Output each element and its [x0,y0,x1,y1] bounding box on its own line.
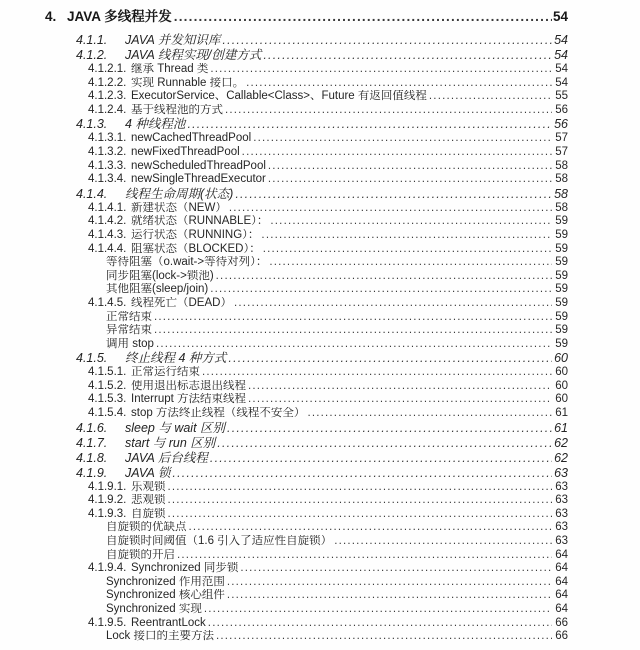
toc-entry[interactable] [45,311,568,325]
dot-leader [168,481,553,495]
toc-entry-number: 4.1.3.3. [88,159,127,172]
toc-entry[interactable] [45,173,568,187]
toc-entry-page: 56 [554,117,568,132]
dot-leader [240,562,552,576]
dot-leader [228,351,552,366]
toc-entry-number: 4.1.6. [76,420,108,435]
toc-entry-page: 57 [555,132,568,145]
dot-leader [248,380,552,394]
toc-entry-page: 59 [555,283,568,296]
toc-entry-page: 58 [554,186,568,201]
toc-entry-title: sleep 与 wait 区别 [125,420,226,435]
dot-leader [235,187,552,202]
toc-entry-title: 继承 Thread 类 [131,63,209,75]
dot-leader [156,338,552,352]
dot-leader [208,617,552,631]
dot-leader [429,90,552,104]
toc-entry-title: 正常运行结束 [131,366,200,379]
toc-entry-page: 59 [555,296,568,309]
dot-leader [225,104,552,118]
toc-entry-title: ReentrantLock [131,616,206,629]
dot-leader [268,173,552,187]
toc-entry-number: 4.1.2. [76,48,108,62]
dot-leader [154,311,552,325]
toc-entry-title: JAVA 锁 [125,465,171,480]
dot-leader [263,48,552,63]
toc-entry-page: 59 [555,256,568,269]
dot-leader [168,508,553,522]
dot-leader [246,77,552,91]
dot-leader [270,215,552,229]
toc-entry-page: 58 [555,159,568,172]
toc-entry-number: 4.1.4.3. [88,228,127,241]
toc-entry[interactable] [45,202,568,216]
toc-entry[interactable] [45,481,568,495]
toc-entry-page: 59 [555,310,568,323]
toc-entry[interactable] [45,407,568,421]
dot-leader [227,421,552,436]
toc-entry[interactable] [45,436,568,451]
toc-entry-title: ExecutorService、Callable<Class>、Future 有返回值线程 [131,90,427,103]
toc-entry-number: 4.1.9.4. [88,562,127,575]
toc-entry-title: stop 方法终止线程（线程不安全） [131,407,306,420]
toc-entry-page: 66 [555,630,568,643]
toc-entry-page: 54 [554,48,568,62]
toc-entry-page: 59 [555,337,568,350]
toc-entry[interactable] [45,521,568,535]
dot-leader [174,8,552,25]
toc-entry-title: newCachedThreadPool [131,132,252,145]
toc-entry-title: 等待阻塞（o.wait->等待对列）： [106,256,268,269]
dot-leader [307,407,552,421]
toc-entry[interactable] [45,576,568,590]
toc-entry[interactable] [45,297,568,311]
toc-entry-number: 4.1.3.4. [88,173,127,186]
toc-entry-title: 乐观锁 [131,480,166,493]
toc-entry-page: 63 [555,480,568,493]
toc-entry-title: newFixedThreadPool [131,145,240,158]
toc-entry-number: 4.1.5.3. [88,393,127,406]
toc-entry-page: 56 [555,103,568,116]
toc-entry-page: 59 [555,324,568,337]
toc-entry-page: 63 [555,535,568,548]
toc-entry[interactable] [45,338,568,352]
toc-entry-number: 4.1.8. [76,450,108,465]
toc-entry-page: 61 [555,407,568,420]
toc-entry[interactable] [45,283,568,297]
dot-leader [222,33,552,48]
dot-leader [227,589,552,603]
toc-entry-number: 4.1.5.1. [88,366,127,379]
toc-entry-title: Lock 接口的主要方法 [106,630,214,643]
dot-leader [204,603,552,617]
toc-entry[interactable] [45,494,568,508]
toc-entry-page: 55 [555,90,568,103]
toc-entry-title: JAVA 多线程并发 [67,9,172,24]
toc-entry-page: 63 [554,465,568,480]
toc-entry[interactable] [45,90,568,104]
toc-entry[interactable] [45,104,568,118]
toc-entry-title: 其他阻塞(sleep/join) [106,283,209,296]
toc-entry-number: 4.1.9.1. [88,480,127,493]
toc-entry-title: 异常结束 [106,324,152,337]
toc-entry-page: 59 [555,215,568,228]
toc-entry-page: 58 [555,201,568,214]
toc-entry[interactable] [45,215,568,229]
toc-entry-number: 4.1.7. [76,435,108,450]
toc-entry[interactable] [45,535,568,549]
dot-leader [229,202,552,216]
toc-entry[interactable] [45,366,568,380]
toc-entry-page: 63 [555,507,568,520]
toc-entry-page: 64 [555,603,568,615]
toc-entry-number: 4.1.9. [76,465,108,480]
toc-entry[interactable] [45,33,568,48]
toc-entry[interactable] [45,549,568,563]
toc-entry[interactable] [45,77,568,91]
toc-entry-title: 新建状态（NEW） [131,201,227,214]
toc-entry-title: 4 种线程池 [125,117,186,132]
toc-entry-page: 57 [555,145,568,158]
toc-entry-title: 线程死亡（DEAD） [131,296,232,309]
toc-entry-title: JAVA 后台线程 [125,450,208,465]
toc-entry[interactable] [45,8,568,25]
toc-entry-number: 4.1.5.4. [88,407,127,420]
dot-leader [248,393,552,407]
dot-leader [189,521,553,535]
toc-entry-number: 4.1.2.2. [88,76,127,89]
toc-entry[interactable] [45,508,568,522]
toc-entry-number: 4. [45,9,57,24]
dot-leader [334,535,552,549]
toc-entry-title: 阻塞状态（BLOCKED）： [131,242,261,255]
toc-entry-number: 4.1.3.1. [88,132,127,145]
toc-entry-title: 调用 stop [106,337,154,350]
toc-entry-title: 基于线程池的方式 [131,103,223,116]
dot-leader [242,146,552,160]
toc-entry-number: 4.1.9.5. [88,616,127,629]
toc-entry-number: 4.1.9.3. [88,507,127,520]
toc-entry-title: JAVA 线程实现/创建方式 [125,48,262,62]
toc-entry-title: Synchronized 实现 [106,603,202,615]
toc-entry-number: 4.1.4.4. [88,242,127,255]
toc-entry-title: newScheduledThreadPool [131,159,266,172]
toc-entry-title: 使用退出标志退出线程 [131,379,246,392]
toc-entry-title: 终止线程 4 种方式 [125,351,227,366]
toc-entry[interactable] [45,160,568,174]
toc-entry-number: 4.1.4.1. [88,201,127,214]
dot-leader [216,270,552,284]
toc-entry-page: 54 [555,63,568,75]
toc-entry-title: 正常结束 [106,310,152,323]
toc-entry[interactable] [45,589,568,603]
toc-entry[interactable] [45,603,568,617]
toc-entry-title: JAVA 并发知识库 [125,33,221,47]
toc-entry[interactable] [45,351,568,366]
toc-entry-page: 64 [555,575,568,588]
toc-entry[interactable] [45,380,568,394]
toc-entry[interactable] [45,562,568,576]
dot-leader [227,576,552,590]
toc-entry-page: 64 [555,562,568,575]
toc-entry-page: 58 [555,173,568,186]
dot-leader [261,229,552,243]
dot-leader [210,63,552,77]
toc-entry[interactable] [45,187,568,202]
toc-entry-title: 实现 Runnable 接口。 [131,76,245,89]
toc-entry-page: 62 [554,450,568,465]
toc-entry-number: 4.1.4.2. [88,215,127,228]
toc-entry-number: 4.1.2.1. [88,63,127,75]
dot-leader [210,283,552,297]
toc-entry[interactable] [45,146,568,160]
toc-entry-number: 4.1.3. [76,117,108,132]
toc-entry-title: Synchronized 作用范围 [106,575,225,588]
dot-leader [187,117,552,132]
toc-entry-page: 60 [555,393,568,406]
dot-leader [154,324,552,338]
dot-leader [172,466,552,481]
toc-entry-page: 61 [554,420,568,435]
toc-entry-number: 4.1.5. [76,351,108,366]
toc-entry[interactable] [45,466,568,481]
toc-entry[interactable] [45,229,568,243]
toc-entry-number: 4.1.1. [76,33,108,47]
toc-entry-number: 4.1.5.2. [88,379,127,392]
toc-entry-title: 自旋锁的优缺点 [106,521,187,534]
toc-entry-page: 60 [555,366,568,379]
toc-entry[interactable] [45,117,568,132]
toc-entry-title: 自旋锁时间阈值（1.6 引入了适应性自旋锁） [106,535,333,548]
toc-entry-page: 54 [552,9,568,24]
toc-entry-number: 4.1.4.5. [88,296,127,309]
toc-entry-page: 64 [555,548,568,561]
toc-entry-title: 线程生命周期(状态) [125,186,234,201]
toc-entry-number: 4.1.2.3. [88,90,127,103]
toc-entry[interactable] [45,451,568,466]
toc-entry[interactable] [45,256,568,270]
toc-entry-page: 54 [555,76,568,89]
dot-leader [217,436,552,451]
toc-entry-page: 60 [554,351,568,366]
toc-entry-title: 同步阻塞(lock->锁池) [106,269,214,282]
dot-leader [216,630,552,644]
dot-leader [177,549,552,563]
dot-leader [202,366,552,380]
toc-entry-page: 62 [554,435,568,450]
toc-entry-title: Synchronized 同步锁 [131,562,239,575]
toc-entry[interactable] [45,324,568,338]
toc-entry-title: start 与 run 区别 [125,435,216,450]
dot-leader [234,297,552,311]
toc-entry-number: 4.1.4. [76,186,108,201]
toc-entry-page: 59 [555,242,568,255]
toc-entry-title: 悲观锁 [131,494,166,507]
toc-entry[interactable] [45,630,568,644]
dot-leader [210,451,552,466]
toc-entry-page: 64 [555,589,568,602]
toc-entry-title: 自旋锁的开启 [106,548,175,561]
toc-entry[interactable] [45,132,568,146]
toc-entry-page: 63 [555,521,568,534]
toc-entry[interactable] [45,617,568,631]
toc-entry-number: 4.1.3.2. [88,145,127,158]
dot-leader [168,494,553,508]
toc-entry[interactable] [45,393,568,407]
toc-entry[interactable] [45,243,568,257]
toc-entry-page: 59 [555,228,568,241]
dot-leader [263,243,552,257]
toc-entry-title: 就绪状态（RUNNABLE）： [131,215,269,228]
toc-entry-number: 4.1.9.2. [88,494,127,507]
toc-entry[interactable] [45,63,568,77]
toc-list [45,8,568,644]
dot-leader [268,160,552,174]
toc-entry[interactable] [45,270,568,284]
toc-entry-number: 4.1.2.4. [88,103,127,116]
dot-leader [269,256,552,270]
toc-entry-title: 自旋锁 [131,507,166,520]
toc-entry[interactable] [45,421,568,436]
toc-entry-page: 63 [555,494,568,507]
toc-entry-page: 59 [555,269,568,282]
toc-entry-title: newSingleThreadExecutor [131,173,266,186]
toc-entry[interactable] [45,48,568,63]
toc-entry-title: 运行状态（RUNNING）： [131,228,260,241]
dot-leader [253,132,552,146]
toc-entry-page: 66 [555,616,568,629]
toc-entry-page: 60 [555,379,568,392]
toc-entry-page: 54 [554,33,568,47]
toc-entry-title: Interrupt 方法结束线程 [131,393,247,406]
toc-entry-title: Synchronized 核心组件 [106,589,225,602]
